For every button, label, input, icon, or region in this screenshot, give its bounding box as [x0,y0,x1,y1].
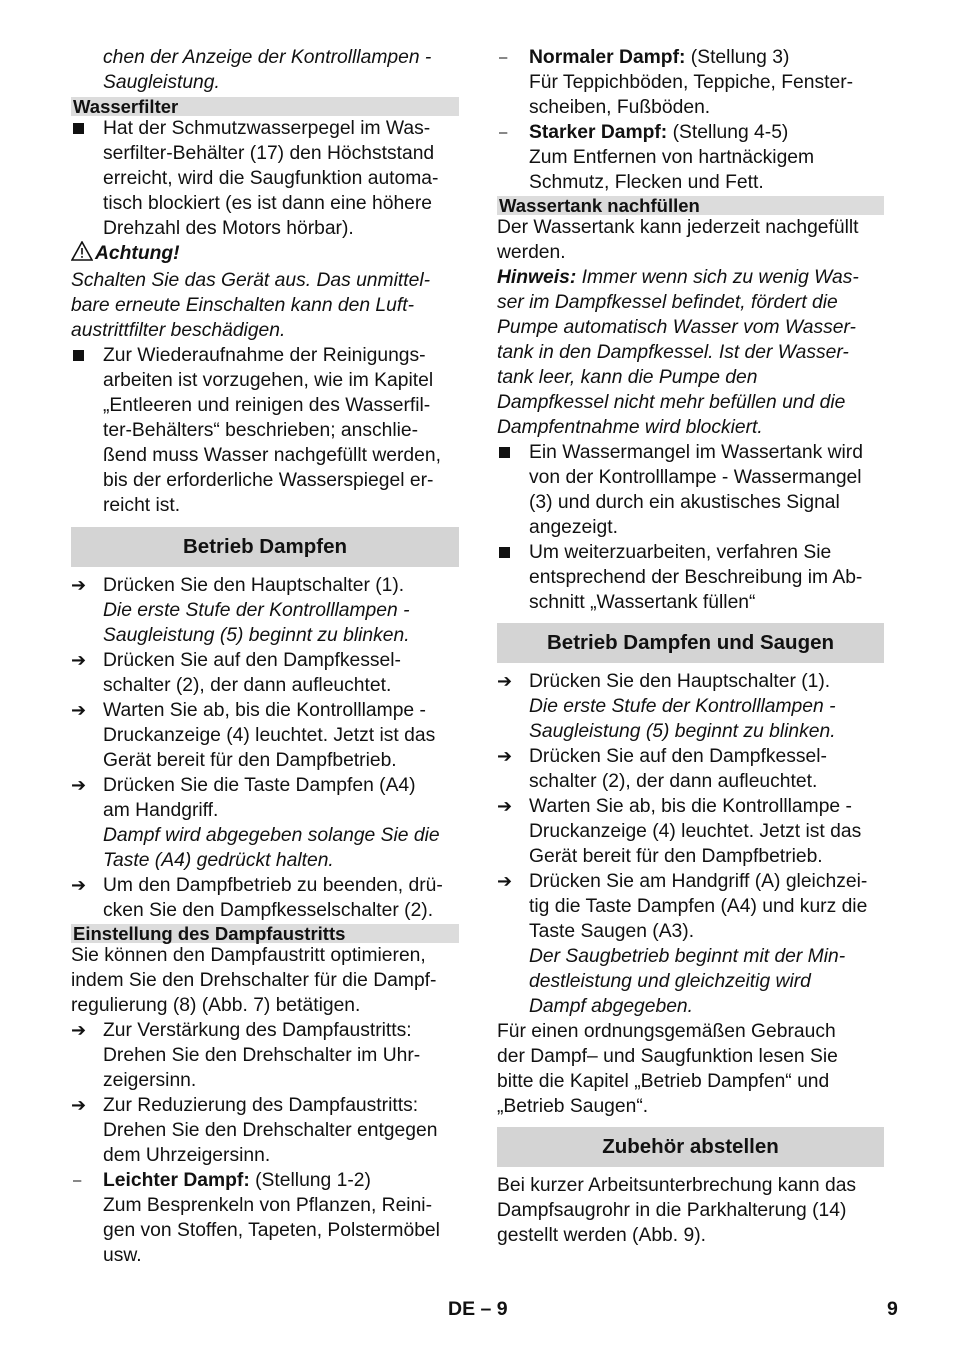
text-line: Der Wassertank kann jederzeit nachgefüllt [497,217,859,238]
text-line: Drücken Sie am Handgriff (A) gleichzei- [529,871,868,892]
step-item [71,773,459,873]
step-item [71,698,459,773]
footer-page-number: 9 [887,1298,898,1320]
text-line: Drücken Sie den Hauptschalter (1). [103,575,405,596]
text-line: Zum Besprenkeln von Pflanzen, Reini- [103,1195,433,1216]
text-line: Dampf abgegeben. [529,996,694,1017]
heading-wasserfilter: Wasserfilter [71,97,459,116]
text-line: tisch blockiert (es ist dann eine höhere [103,193,433,214]
text-line: Ein Wassermangel im Wassertank wird [529,442,863,463]
wassertank-intro [497,215,884,265]
text-line: Warten Sie ab, bis die Kontrolllampe - [529,796,852,817]
text-line: Für Teppichböden, Teppiche, Fenster- [529,72,854,93]
step-item [71,873,459,923]
step-item [71,1018,459,1093]
text-line: bare erneute Einschalten kann den Luft- [71,295,415,316]
text-line: zeigersinn. [103,1070,197,1091]
bullet-item [71,343,459,518]
arrow-right-icon: ➔ [71,650,87,670]
arrow-right-icon: ➔ [497,746,513,766]
text-line: gen von Stoffen, Tapeten, Polstermöbel [103,1220,440,1241]
text-line: Um den Dampfbetrieb zu beenden, drü- [103,875,443,896]
text-line: arbeiten ist vorzugehen, wie im Kapitel [103,370,434,391]
footer-page-label: DE – 9 [448,1298,508,1320]
dash-item: – Starker Dampf: (Stellung 4-5) Zum Entfernen von hartnäckigem Schmutz, Flecken und Fett. [497,120,884,195]
text-line: Zur Reduzierung des Dampfaustritts: [103,1095,419,1116]
warning-heading: Achtung! [71,241,459,268]
text-line: ter-Behälters“ beschrieben; anschlie- [103,420,419,441]
text-line: „Betrieb Saugen“. [497,1096,649,1117]
warning-triangle-icon [71,241,95,268]
text-line: Hat der Schmutzwasserpegel im Was- [103,118,431,139]
square-bullet-icon [71,116,103,141]
text-line: gestellt werden (Abb. 9). [497,1225,706,1246]
arrow-right-icon: ➔ [71,1095,87,1115]
text-line: Zur Wiederaufnahme der Reinigungs- [103,345,426,366]
dash-item: – Normaler Dampf: (Stellung 3) Für Teppichböden, Teppiche, Fenster- scheiben, Fußböden. [497,45,884,120]
text-line: Drücken Sie die Taste Dampfen (A4) [103,775,416,796]
text-line: bis der erforderliche Wasserspiegel er- [103,470,434,491]
bullet-item [497,440,884,540]
text-line: regulierung (8) (Abb. 7) betätigen. [71,995,361,1016]
bullet-item [497,540,884,615]
arrow-right-icon: ➔ [497,871,513,891]
text-line: Pumpe automatisch Wasser vom Wasser- [497,317,856,338]
arrow-right-icon: ➔ [71,775,87,795]
text-line: Gerät bereit für den Dampfbetrieb. [529,846,823,867]
text-line: angezeigt. [529,517,618,538]
text-line: reicht ist. [103,495,181,516]
text-line: Bei kurzer Arbeitsunterbrechung kann das [497,1175,857,1196]
step-item [71,573,459,648]
text-line: Der Saugbetrieb beginnt mit der Min- [529,946,846,967]
text-line: werden. [497,242,566,263]
text-line: erreicht, wird die Saugfunktion automa- [103,168,439,189]
right-column [497,45,884,1248]
square-bullet-icon [497,540,529,565]
text-line: schnitt „Wassertank füllen“ [529,592,756,613]
text-line: schalter (2), der dann aufleuchtet. [529,771,818,792]
text-line: Taste Saugen (A3). [529,921,695,942]
text-line: Dampf wird abgegeben solange Sie die [103,825,440,846]
text-line: am Handgriff. [103,800,219,821]
text-line: Drücken Sie den Hauptschalter (1). [529,671,831,692]
text-line: Schmutz, Flecken und Fett. [529,172,764,193]
section-zubehoer-abstellen: Zubehör abstellen [497,1127,884,1167]
arrow-right-icon: ➔ [71,1020,87,1040]
text-line: scheiben, Fußböden. [529,97,711,118]
text-line: Dampfsaugrohr in die Parkhalterung (14) [497,1200,847,1221]
text-line: (3) und durch ein akustisches Signal [529,492,840,513]
hinweis-note: Hinweis: Immer wenn sich zu wenig Was- ser im Dampfkessel befindet, fördert die Pumpe automatisch Wasser vom Wasser- tank in den Dampfkessel. Ist der Wasser- tank leer, kann die Pumpe den Dampfkessel nicht mehr befüllen und die Dampfentnahme wird blockiert. [497,265,884,440]
text-line: bitte die Kapitel „Betrieb Dampfen“ und [497,1071,830,1092]
square-bullet-icon [497,440,529,465]
einstellung-intro [71,943,459,1018]
text-line: ser im Dampfkessel befindet, fördert die [497,292,838,313]
text-line: Druckanzeige (4) leuchtet. Jetzt ist das [529,821,862,842]
text-line: Zum Entfernen von hartnäckigem [529,147,815,168]
text-line: cken Sie den Dampfkesselschalter (2). [103,900,434,921]
step-item [497,669,884,744]
bullet-item [71,116,459,241]
dash-bullet-icon: – [499,49,508,66]
text-line: Drücken Sie auf den Dampfkessel- [529,746,827,767]
text-line: Die erste Stufe der Kontrolllampen - [103,600,410,621]
left-column [71,45,459,1268]
dash-bullet-icon: – [499,124,508,141]
text-line: Drehzahl des Motors hörbar). [103,218,354,239]
dash-bullet-icon: – [73,1172,82,1189]
square-bullet-icon [71,343,103,368]
text-line: indem Sie den Drehschalter für die Dampf- [71,970,437,991]
step-item [497,744,884,794]
section-betrieb-dampfen: Betrieb Dampfen [71,527,459,567]
dash-item: – Leichter Dampf: (Stellung 1-2) Zum Besprenkeln von Pflanzen, Reini- gen von Stoffen, Tapeten, Polstermöbel usw. [71,1168,459,1268]
text-line: tank leer, kann die Pumpe den [497,367,758,388]
text-line: tig die Taste Dampfen (A4) und kurz die [529,896,868,917]
text-line: serfilter-Behälter (17) den Höchststand [103,143,435,164]
text-line: Dampfentnahme wird blockiert. [497,417,763,438]
text-line: Warten Sie ab, bis die Kontrolllampe - [103,700,426,721]
text-line: Dampfkessel nicht mehr befüllen und die [497,392,846,413]
text-line: ßend muss Wasser nachgefüllt werden, [103,445,441,466]
usage-paragraph [497,1019,884,1119]
text-line: von der Kontrolllampe - Wassermangel [529,467,862,488]
continued-text: chen der Anzeige der Kontrolllampen - Saugleistung. [103,47,432,93]
text-line: der Dampf– und Saugfunktion lesen Sie [497,1046,838,1067]
text-line: Drehen Sie den Drehschalter im Uhr- [103,1045,421,1066]
zubehoer-paragraph [497,1173,884,1248]
step-item [497,794,884,869]
text-line: Schalten Sie das Gerät aus. Das unmittel- [71,270,431,291]
step-item [71,648,459,698]
arrow-right-icon: ➔ [71,575,87,595]
arrow-right-icon: ➔ [497,671,513,691]
text-line: austrittfilter beschädigen. [71,320,286,341]
text-line: schalter (2), der dann aufleuchtet. [103,675,392,696]
text-line: Saugleistung (5) beginnt zu blinken. [529,721,836,742]
text-line: Drehen Sie den Drehschalter entgegen [103,1120,438,1141]
text-line: Um weiterzuarbeiten, verfahren Sie [529,542,832,563]
text-line: tank in den Dampfkessel. Ist der Wasser- [497,342,849,363]
text-line: Sie können den Dampfaustritt optimieren, [71,945,426,966]
heading-wassertank: Wassertank nachfüllen [497,196,884,215]
text-line: Für einen ordnungsgemäßen Gebrauch [497,1021,836,1042]
text-line: destleistung und gleichzeitig wird [529,971,811,992]
text-line: entsprechend der Beschreibung im Ab- [529,567,863,588]
arrow-right-icon: ➔ [71,700,87,720]
step-item [71,1093,459,1168]
text-line: Druckanzeige (4) leuchtet. Jetzt ist das [103,725,436,746]
text-line: usw. [103,1245,142,1266]
text-line: Saugleistung (5) beginnt zu blinken. [103,625,410,646]
text-line: Zur Verstärkung des Dampfaustritts: [103,1020,412,1041]
text-line: Drücken Sie auf den Dampfkessel- [103,650,401,671]
step-item [497,869,884,1019]
text-line: „Entleeren und reinigen des Wasserfil- [103,395,431,416]
heading-einstellung: Einstellung des Dampfaustritts [71,924,459,943]
section-betrieb-dampfen-saugen: Betrieb Dampfen und Saugen [497,623,884,663]
text-line: Die erste Stufe der Kontrolllampen - [529,696,836,717]
text-line: Gerät bereit für den Dampfbetrieb. [103,750,397,771]
arrow-right-icon: ➔ [71,875,87,895]
arrow-right-icon: ➔ [497,796,513,816]
text-line: Taste (A4) gedrückt halten. [103,850,334,871]
warning-text [71,268,459,343]
text-line: dem Uhrzeigersinn. [103,1145,271,1166]
